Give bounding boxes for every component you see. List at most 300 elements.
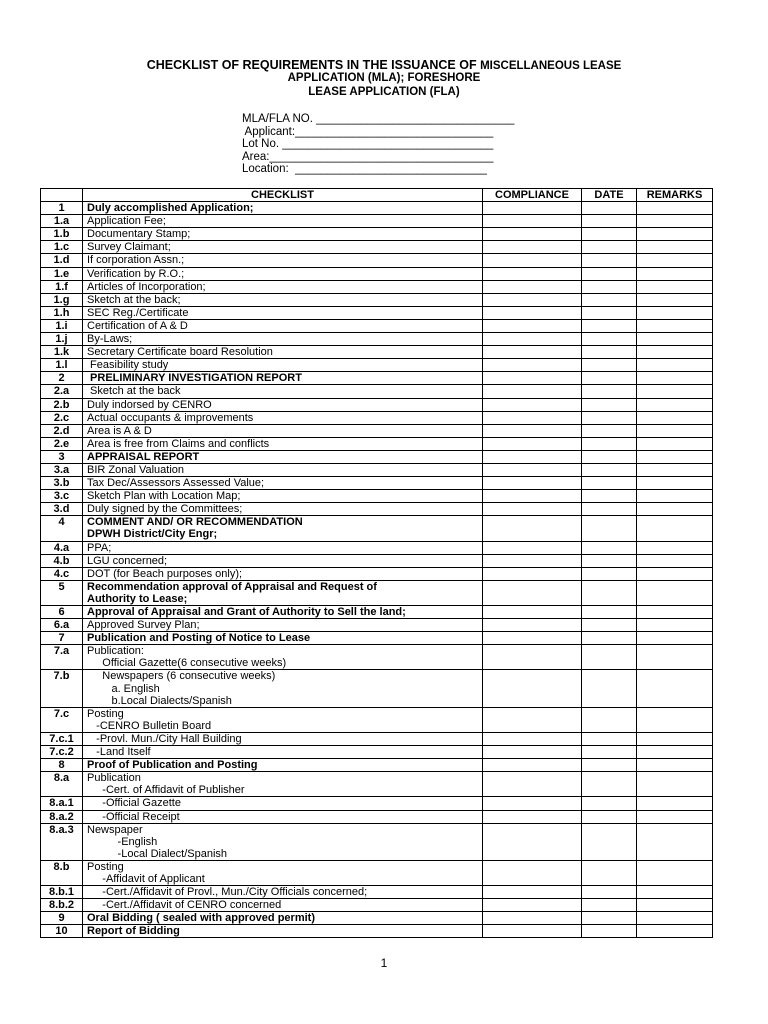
date-cell[interactable] (582, 899, 637, 912)
field-lot-no[interactable]: Lot No. _________________________________ (242, 138, 494, 151)
item-description: Documentary Stamp; (83, 228, 483, 241)
compliance-cell[interactable] (483, 554, 582, 567)
table-row (41, 398, 713, 411)
title-small: MISCELLANEOUS LEASE (480, 60, 622, 72)
remarks-cell[interactable] (637, 346, 713, 359)
compliance-cell[interactable] (483, 385, 582, 398)
item-description: Recommendation approval of Appraisal and Request of Authority to Lease; (83, 580, 483, 605)
compliance-cell[interactable] (483, 606, 582, 619)
item-number (41, 606, 83, 619)
table-row (41, 619, 713, 632)
item-number (41, 554, 83, 567)
item-number (41, 772, 83, 797)
item-number (41, 541, 83, 554)
remarks-cell[interactable] (637, 797, 713, 810)
date-cell[interactable] (582, 398, 637, 411)
compliance-cell[interactable] (483, 215, 582, 228)
date-cell[interactable] (582, 503, 637, 516)
item-number-text: 3.d (53, 503, 70, 516)
date-cell[interactable] (582, 477, 637, 490)
table-row (41, 912, 713, 925)
remarks-cell[interactable] (637, 437, 713, 450)
date-cell[interactable] (582, 411, 637, 424)
date-cell[interactable] (582, 732, 637, 745)
table-row (41, 580, 713, 605)
date-cell[interactable] (582, 554, 637, 567)
item-number-text: 3 (58, 450, 65, 463)
item-description: -Cert./Affidavit of CENRO concerned (83, 899, 483, 912)
item-description: SEC Reg./Certificate (83, 306, 483, 319)
item-number (41, 860, 83, 885)
remarks-cell[interactable] (637, 707, 713, 732)
field-applicant[interactable]: Applicant:_______________________________ (242, 125, 494, 138)
item-description: Publication: Official Gazette(6 consecutive weeks) (83, 645, 483, 670)
item-number-text: 4.a (53, 541, 70, 554)
field-area[interactable]: Area:___________________________________ (242, 150, 494, 163)
remarks-cell[interactable] (637, 228, 713, 241)
remarks-cell[interactable] (637, 450, 713, 463)
item-number (41, 746, 83, 759)
item-number-text: 8.a.2 (49, 810, 74, 823)
item-description: Report of Bidding (83, 925, 483, 938)
item-number (41, 306, 83, 319)
compliance-cell[interactable] (483, 359, 582, 372)
item-description: -Official Receipt (83, 810, 483, 823)
item-number-text: 1 (58, 202, 65, 215)
remarks-cell[interactable] (637, 202, 713, 215)
compliance-cell[interactable] (483, 912, 582, 925)
page-number: 1 (380, 956, 388, 970)
table-row (41, 567, 713, 580)
date-cell[interactable] (582, 580, 637, 605)
compliance-cell[interactable] (483, 437, 582, 450)
item-number-text: 1.f (55, 280, 68, 293)
item-number-text: 1.j (55, 333, 68, 346)
compliance-cell[interactable] (483, 228, 582, 241)
item-number (41, 619, 83, 632)
item-number (41, 707, 83, 732)
item-number-text: 5 (58, 580, 65, 593)
item-number (41, 797, 83, 810)
table-row (41, 554, 713, 567)
remarks-cell[interactable] (637, 398, 713, 411)
item-description: Duly indorsed by CENRO (83, 398, 483, 411)
item-description: APPRAISAL REPORT (83, 450, 483, 463)
compliance-cell[interactable] (483, 886, 582, 899)
remarks-cell[interactable] (637, 241, 713, 254)
compliance-cell[interactable] (483, 202, 582, 215)
compliance-cell[interactable] (483, 463, 582, 476)
item-number-text: 8.b (53, 860, 70, 873)
date-cell[interactable] (582, 424, 637, 437)
date-cell[interactable] (582, 346, 637, 359)
item-description: Secretary Certificate board Resolution (83, 346, 483, 359)
date-cell[interactable] (582, 886, 637, 899)
item-description: If corporation Assn.; (83, 254, 483, 267)
compliance-cell[interactable] (483, 619, 582, 632)
date-cell[interactable] (582, 372, 637, 385)
table-row (41, 490, 713, 503)
remarks-cell[interactable] (637, 541, 713, 554)
compliance-cell[interactable] (483, 477, 582, 490)
remarks-cell[interactable] (637, 293, 713, 306)
remarks-cell[interactable] (637, 280, 713, 293)
compliance-cell[interactable] (483, 759, 582, 772)
compliance-cell[interactable] (483, 580, 582, 605)
compliance-cell[interactable] (483, 424, 582, 437)
date-cell[interactable] (582, 267, 637, 280)
compliance-cell[interactable] (483, 670, 582, 707)
date-cell[interactable] (582, 215, 637, 228)
table-row (41, 241, 713, 254)
item-description: Publication and Posting of Notice to Lease (83, 632, 483, 645)
remarks-cell[interactable] (637, 411, 713, 424)
item-description: Articles of Incorporation; (83, 280, 483, 293)
item-number-text: 1.c (53, 241, 70, 254)
date-cell[interactable] (582, 746, 637, 759)
table-row (41, 516, 713, 541)
table-row (41, 437, 713, 450)
date-cell[interactable] (582, 810, 637, 823)
date-cell[interactable] (582, 606, 637, 619)
compliance-cell[interactable] (483, 241, 582, 254)
date-cell[interactable] (582, 797, 637, 810)
item-description: Actual occupants & improvements (83, 411, 483, 424)
item-description: COMMENT AND/ OR RECOMMENDATION DPWH District/City Engr; (83, 516, 483, 541)
date-cell[interactable] (582, 541, 637, 554)
item-number-text: 1.l (55, 359, 68, 372)
remarks-cell[interactable] (637, 670, 713, 707)
date-cell[interactable] (582, 759, 637, 772)
table-row (41, 346, 713, 359)
table-row (41, 333, 713, 346)
date-cell[interactable] (582, 437, 637, 450)
item-number (41, 632, 83, 645)
table-row (41, 267, 713, 280)
item-description: -Official Gazette (83, 797, 483, 810)
remarks-cell[interactable] (637, 759, 713, 772)
item-description: Approved Survey Plan; (83, 619, 483, 632)
item-description: Sketch at the back; (83, 293, 483, 306)
table-row (41, 899, 713, 912)
checklist-body (41, 202, 713, 938)
table-row (41, 925, 713, 938)
item-number-text: 7.c.2 (49, 746, 74, 759)
header-date: DATE (582, 189, 637, 202)
remarks-cell[interactable] (637, 823, 713, 860)
document-subtitle-line-2: LEASE APPLICATION (FLA) (308, 86, 460, 98)
title-main: CHECKLIST OF REQUIREMENTS IN THE ISSUANCE OF (146, 58, 477, 72)
item-number-text: 2.b (53, 398, 70, 411)
table-row (41, 424, 713, 437)
date-cell[interactable] (582, 707, 637, 732)
item-description: Approval of Appraisal and Grant of Authority to Sell the land; (83, 606, 483, 619)
compliance-cell[interactable] (483, 541, 582, 554)
date-cell[interactable] (582, 632, 637, 645)
date-cell[interactable] (582, 333, 637, 346)
table-row (41, 254, 713, 267)
remarks-cell[interactable] (637, 424, 713, 437)
remarks-cell[interactable] (637, 477, 713, 490)
compliance-cell[interactable] (483, 411, 582, 424)
compliance-cell[interactable] (483, 254, 582, 267)
remarks-cell[interactable] (637, 567, 713, 580)
compliance-cell[interactable] (483, 503, 582, 516)
date-cell[interactable] (582, 359, 637, 372)
date-cell[interactable] (582, 912, 637, 925)
item-number (41, 293, 83, 306)
item-number-text: 2.a (53, 385, 70, 398)
remarks-cell[interactable] (637, 372, 713, 385)
item-description: Duly signed by the Committees; (83, 503, 483, 516)
item-number-text: 3.c (53, 490, 70, 503)
item-description: Sketch Plan with Location Map; (83, 490, 483, 503)
item-description: By-Laws; (83, 333, 483, 346)
remarks-cell[interactable] (637, 645, 713, 670)
item-number (41, 925, 83, 938)
item-description: Posting -Affidavit of Applicant (83, 860, 483, 885)
item-description: DOT (for Beach purposes only); (83, 567, 483, 580)
date-cell[interactable] (582, 280, 637, 293)
item-number-text: 4.b (53, 554, 70, 567)
item-description: Application Fee; (83, 215, 483, 228)
item-number (41, 912, 83, 925)
item-description: LGU concerned; (83, 554, 483, 567)
item-number (41, 280, 83, 293)
table-row (41, 372, 713, 385)
item-number-text: 2 (58, 372, 65, 385)
remarks-cell[interactable] (637, 359, 713, 372)
item-description: Publication -Cert. of Affidavit of Publisher (83, 772, 483, 797)
table-row (41, 759, 713, 772)
item-number-text: 1.g (53, 293, 70, 306)
compliance-cell[interactable] (483, 267, 582, 280)
date-cell[interactable] (582, 860, 637, 885)
date-cell[interactable] (582, 925, 637, 938)
remarks-cell[interactable] (637, 490, 713, 503)
item-number-text: 2.d (53, 424, 70, 437)
item-number-text: 6 (58, 606, 65, 618)
compliance-cell[interactable] (483, 398, 582, 411)
item-number-text: 1.k (53, 346, 70, 359)
item-number-text: 1.a (53, 215, 70, 228)
document-subtitle-line-1: APPLICATION (MLA); FORESHORE (287, 72, 481, 84)
date-cell[interactable] (582, 293, 637, 306)
table-row (41, 503, 713, 516)
table-row (41, 886, 713, 899)
compliance-cell[interactable] (483, 810, 582, 823)
item-number (41, 580, 83, 605)
date-cell[interactable] (582, 450, 637, 463)
remarks-cell[interactable] (637, 632, 713, 645)
item-description: -Provl. Mun./City Hall Building (83, 732, 483, 745)
date-cell[interactable] (582, 254, 637, 267)
header-remarks: REMARKS (637, 189, 713, 202)
compliance-cell[interactable] (483, 293, 582, 306)
compliance-cell[interactable] (483, 632, 582, 645)
item-description: Newspaper -English -Local Dialect/Spanish (83, 823, 483, 860)
compliance-cell[interactable] (483, 490, 582, 503)
table-row (41, 280, 713, 293)
header-compliance: COMPLIANCE (483, 189, 582, 202)
date-cell[interactable] (582, 567, 637, 580)
remarks-cell[interactable] (637, 319, 713, 332)
table-row (41, 823, 713, 860)
remarks-cell[interactable] (637, 860, 713, 885)
field-location[interactable]: Location: ______________________________ (242, 163, 487, 176)
item-number-text: 9 (58, 912, 65, 925)
remarks-cell[interactable] (637, 306, 713, 319)
date-cell[interactable] (582, 228, 637, 241)
remarks-cell[interactable] (637, 810, 713, 823)
remarks-cell[interactable] (637, 746, 713, 759)
item-number-text: 4 (58, 516, 65, 529)
remarks-cell[interactable] (637, 580, 713, 605)
item-number (41, 267, 83, 280)
item-number-text: 6.a (53, 619, 70, 632)
item-number-text: 8.a.1 (49, 797, 74, 810)
compliance-cell[interactable] (483, 346, 582, 359)
date-cell[interactable] (582, 619, 637, 632)
item-number-text: 7.c (53, 707, 70, 720)
remarks-cell[interactable] (637, 772, 713, 797)
date-cell[interactable] (582, 823, 637, 860)
item-description: Proof of Publication and Posting (83, 759, 483, 772)
compliance-cell[interactable] (483, 450, 582, 463)
remarks-cell[interactable] (637, 463, 713, 476)
compliance-cell[interactable] (483, 732, 582, 745)
remarks-cell[interactable] (637, 619, 713, 632)
remarks-cell[interactable] (637, 554, 713, 567)
table-row (41, 306, 713, 319)
table-row (41, 541, 713, 554)
item-description: BIR Zonal Valuation (83, 463, 483, 476)
compliance-cell[interactable] (483, 516, 582, 541)
item-number (41, 732, 83, 745)
item-number (41, 670, 83, 707)
remarks-cell[interactable] (637, 503, 713, 516)
checklist-table (40, 188, 713, 938)
item-number-text: 8.b.1 (48, 886, 75, 899)
date-cell[interactable] (582, 463, 637, 476)
compliance-cell[interactable] (483, 333, 582, 346)
remarks-cell[interactable] (637, 912, 713, 925)
item-number (41, 899, 83, 912)
remarks-cell[interactable] (637, 606, 713, 619)
item-number (41, 385, 83, 398)
table-row (41, 860, 713, 885)
item-description: Certification of A & D (83, 319, 483, 332)
item-description: Area is free from Claims and conflicts (83, 437, 483, 450)
item-number-text: 1.i (55, 319, 68, 332)
date-cell[interactable] (582, 319, 637, 332)
remarks-cell[interactable] (637, 215, 713, 228)
item-description: -Land Itself (83, 746, 483, 759)
item-number (41, 759, 83, 772)
table-row (41, 463, 713, 476)
item-number (41, 254, 83, 267)
compliance-cell[interactable] (483, 707, 582, 732)
header-number (41, 189, 83, 202)
compliance-cell[interactable] (483, 372, 582, 385)
compliance-cell[interactable] (483, 746, 582, 759)
item-description: Sketch at the back (83, 385, 483, 398)
remarks-cell[interactable] (637, 333, 713, 346)
item-number-text: 2.c (53, 411, 70, 424)
application-fields (242, 113, 514, 176)
item-number (41, 503, 83, 516)
date-cell[interactable] (582, 645, 637, 670)
compliance-cell[interactable] (483, 925, 582, 938)
compliance-cell[interactable] (483, 319, 582, 332)
item-number (41, 319, 83, 332)
remarks-cell[interactable] (637, 899, 713, 912)
table-row (41, 385, 713, 398)
table-row (41, 228, 713, 241)
date-cell[interactable] (582, 670, 637, 707)
item-number-text: 1.b (53, 228, 70, 241)
item-number (41, 372, 83, 385)
remarks-cell[interactable] (637, 254, 713, 267)
table-row (41, 670, 713, 707)
compliance-cell[interactable] (483, 567, 582, 580)
item-number-text: 3.b (53, 477, 70, 490)
item-number-text: 7.a (53, 645, 70, 658)
item-description: Posting -CENRO Bulletin Board (83, 707, 483, 732)
compliance-cell[interactable] (483, 860, 582, 885)
item-number (41, 490, 83, 503)
document-title (0, 58, 768, 72)
remarks-cell[interactable] (637, 385, 713, 398)
item-number-text: 2.e (53, 437, 70, 450)
remarks-cell[interactable] (637, 516, 713, 541)
date-cell[interactable] (582, 241, 637, 254)
remarks-cell[interactable] (637, 267, 713, 280)
compliance-cell[interactable] (483, 823, 582, 860)
compliance-cell[interactable] (483, 645, 582, 670)
date-cell[interactable] (582, 202, 637, 215)
table-row (41, 772, 713, 797)
item-number (41, 450, 83, 463)
compliance-cell[interactable] (483, 306, 582, 319)
table-row (41, 215, 713, 228)
item-number (41, 437, 83, 450)
compliance-cell[interactable] (483, 899, 582, 912)
item-description: Area is A & D (83, 424, 483, 437)
item-number (41, 359, 83, 372)
item-number (41, 886, 83, 899)
remarks-cell[interactable] (637, 886, 713, 899)
table-row (41, 202, 713, 215)
compliance-cell[interactable] (483, 280, 582, 293)
date-cell[interactable] (582, 385, 637, 398)
date-cell[interactable] (582, 772, 637, 797)
compliance-cell[interactable] (483, 772, 582, 797)
compliance-cell[interactable] (483, 797, 582, 810)
field-mla-fla-no[interactable]: MLA/FLA NO. _______________________________ (242, 113, 515, 125)
remarks-cell[interactable] (637, 732, 713, 745)
item-number-text: 10 (55, 925, 68, 938)
item-number (41, 823, 83, 860)
date-cell[interactable] (582, 490, 637, 503)
item-number-text: 7.c.1 (49, 732, 74, 745)
remarks-cell[interactable] (637, 925, 713, 938)
item-description: Tax Dec/Assessors Assessed Value; (83, 477, 483, 490)
item-number (41, 202, 83, 215)
date-cell[interactable] (582, 516, 637, 541)
date-cell[interactable] (582, 306, 637, 319)
item-number (41, 567, 83, 580)
